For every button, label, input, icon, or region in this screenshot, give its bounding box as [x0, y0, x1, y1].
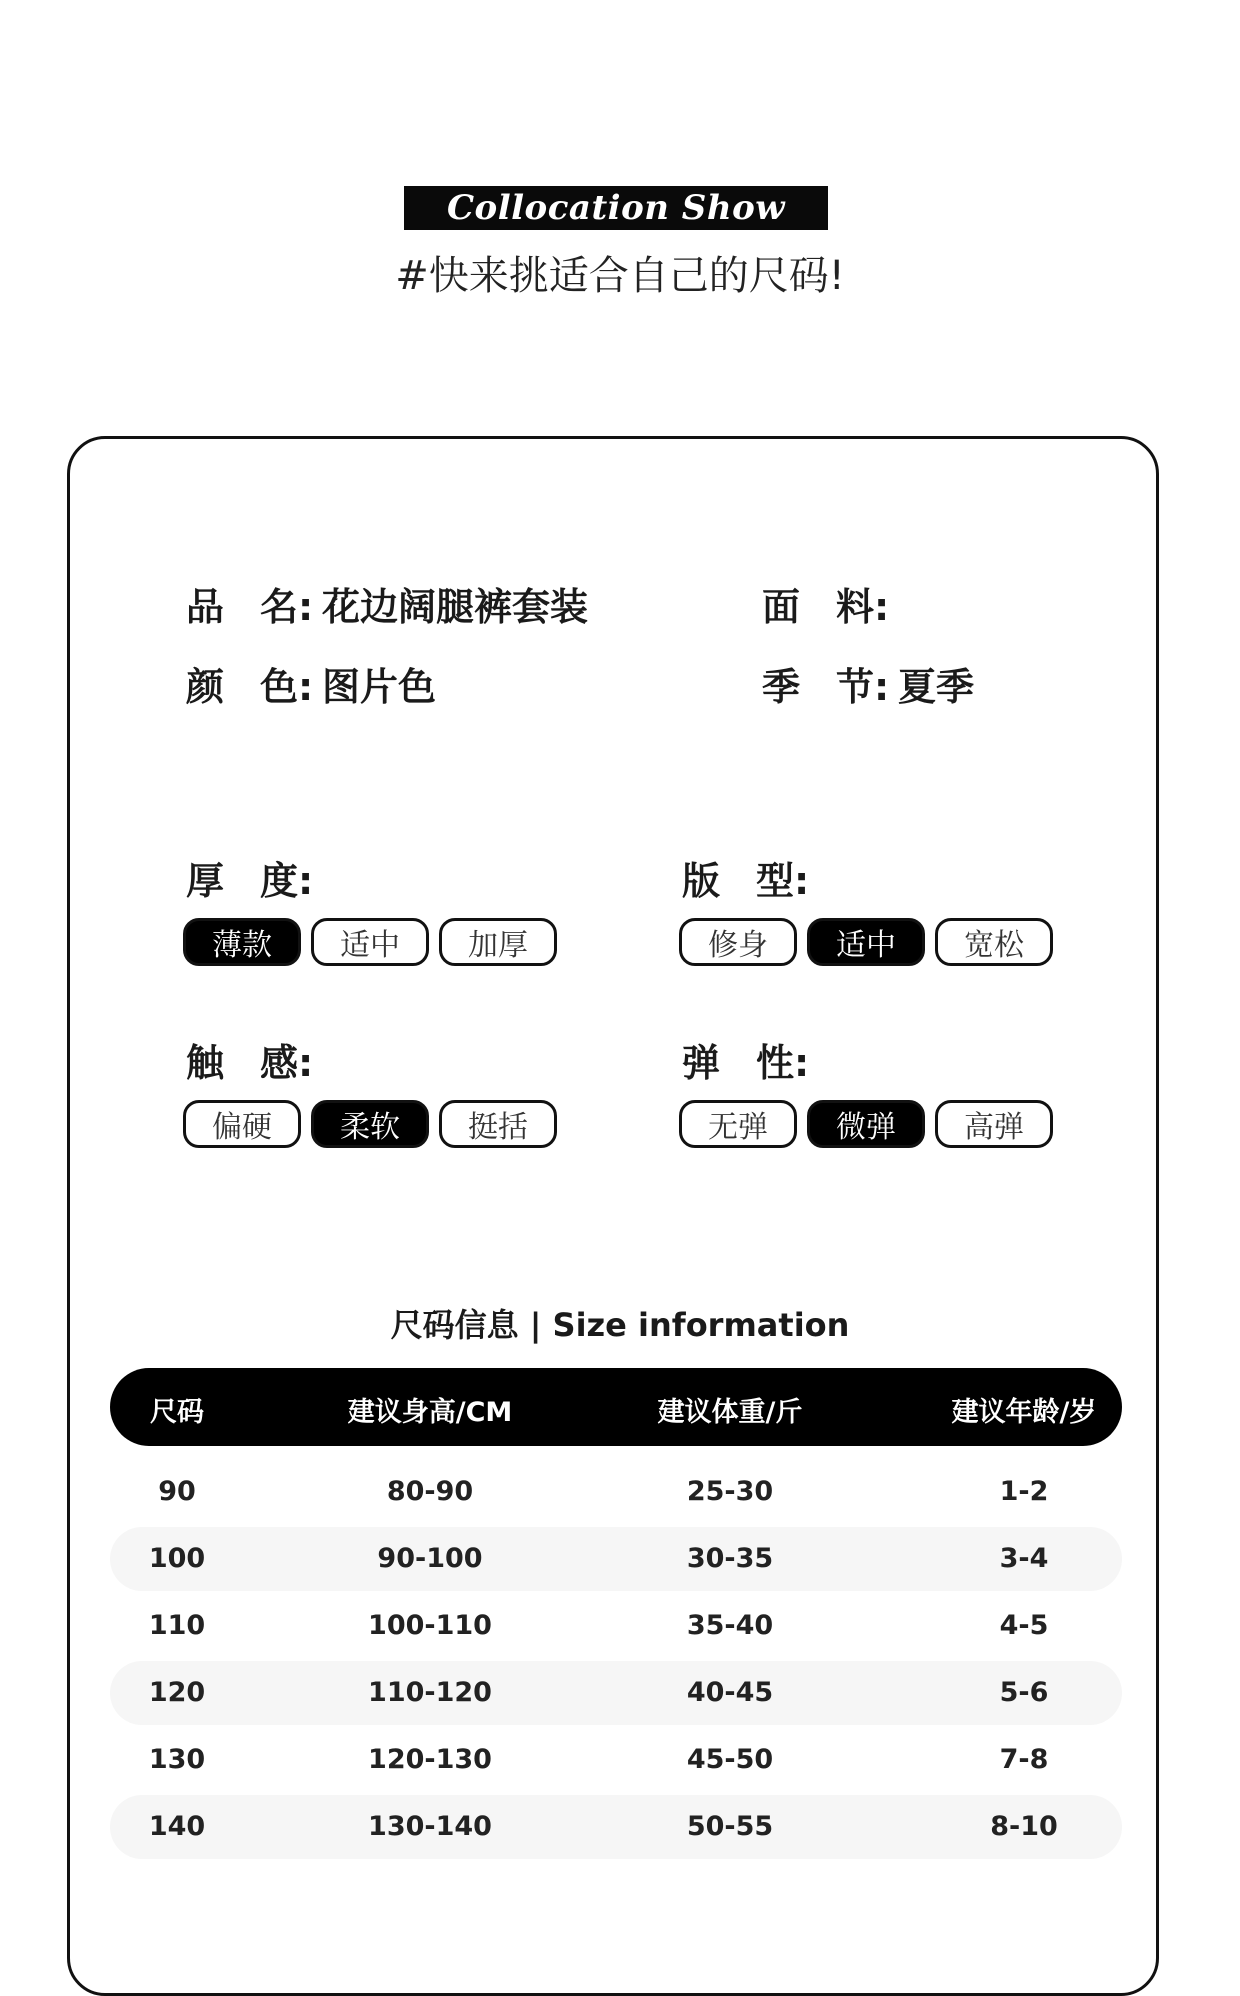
- cell-weight: 30-35: [686, 1543, 774, 1574]
- attr-title-char: 感:: [260, 1041, 314, 1085]
- attr-title-char: 弹: [682, 1041, 721, 1085]
- attr-title-char: 度:: [260, 859, 314, 903]
- option-pill: 宽松: [935, 918, 1053, 966]
- cell-height: 80-90: [386, 1476, 474, 1507]
- elasticity-title: [682, 1032, 809, 1087]
- info-color: [186, 656, 436, 711]
- cell-size: 110: [148, 1610, 206, 1641]
- table-row: [110, 1594, 1122, 1658]
- header-weight: 建议体重/斤: [657, 1397, 803, 1428]
- cell-height: 120-130: [368, 1744, 492, 1775]
- attr-title-char: 型:: [756, 859, 810, 903]
- info-label: 面: [762, 585, 801, 629]
- attr-title-char: 性:: [756, 1041, 810, 1085]
- table-row: [110, 1460, 1122, 1524]
- cell-weight: 50-55: [686, 1811, 774, 1842]
- option-pill: 挺括: [439, 1100, 557, 1148]
- option-pill: 高弹: [935, 1100, 1053, 1148]
- attr-title-char: 版: [682, 859, 721, 903]
- table-row: [110, 1527, 1122, 1591]
- info-label: 节:: [836, 665, 890, 709]
- cell-age: 4-5: [999, 1610, 1049, 1641]
- thickness-options: [183, 918, 557, 966]
- season-value: 夏季: [898, 665, 975, 709]
- elasticity-options: [679, 1100, 1053, 1148]
- option-pill: 无弹: [679, 1100, 797, 1148]
- feel-options: [183, 1100, 557, 1148]
- fit-options: [679, 918, 1053, 966]
- cell-weight: 35-40: [686, 1610, 774, 1641]
- header-size: 尺码: [150, 1397, 204, 1428]
- page-subtitle: #快来挑适合自己的尺码!: [395, 253, 845, 299]
- table-row: [110, 1661, 1122, 1725]
- option-pill: 柔软: [311, 1100, 429, 1148]
- info-label: 品: [186, 585, 225, 629]
- collocation-show-banner: Collocation Show: [404, 186, 828, 230]
- cell-size: 130: [148, 1744, 206, 1775]
- header-age: 建议年龄/岁: [951, 1397, 1097, 1428]
- cell-age: 1-2: [999, 1476, 1049, 1507]
- fit-title: [682, 850, 809, 905]
- info-label: 颜: [186, 665, 225, 709]
- info-label: 季: [762, 665, 801, 709]
- product-name-value: 花边阔腿裤套装: [322, 585, 589, 629]
- info-product-name: [186, 576, 588, 631]
- info-season: [762, 656, 974, 711]
- option-pill: 加厚: [439, 918, 557, 966]
- info-fabric: [762, 576, 898, 631]
- info-label: 料:: [836, 585, 890, 629]
- table-row: [110, 1728, 1122, 1792]
- cell-weight: 45-50: [686, 1744, 774, 1775]
- size-table-title: 尺码信息 | Size information: [390, 1306, 850, 1344]
- cell-size: 120: [148, 1677, 206, 1708]
- option-pill: 适中: [807, 918, 925, 966]
- cell-height: 110-120: [368, 1677, 492, 1708]
- cell-height: 100-110: [368, 1610, 492, 1641]
- cell-age: 8-10: [990, 1811, 1058, 1842]
- feel-title: [186, 1032, 313, 1087]
- info-label: 名:: [260, 585, 314, 629]
- cell-age: 5-6: [999, 1677, 1049, 1708]
- cell-size: 140: [148, 1811, 206, 1842]
- header-height: 建议身高/CM: [347, 1397, 513, 1428]
- option-pill: 微弹: [807, 1100, 925, 1148]
- option-pill: 薄款: [183, 918, 301, 966]
- option-pill: 适中: [311, 918, 429, 966]
- table-row: [110, 1795, 1122, 1859]
- thickness-title: [186, 850, 313, 905]
- attr-title-char: 厚: [186, 859, 225, 903]
- cell-height: 130-140: [368, 1811, 492, 1842]
- cell-age: 3-4: [999, 1543, 1049, 1574]
- option-pill: 偏硬: [183, 1100, 301, 1148]
- color-value: 图片色: [322, 665, 437, 709]
- option-pill: 修身: [679, 918, 797, 966]
- cell-weight: 40-45: [686, 1677, 774, 1708]
- size-table-header: [110, 1368, 1122, 1446]
- cell-size: 100: [148, 1543, 206, 1574]
- attr-title-char: 触: [186, 1041, 225, 1085]
- cell-weight: 25-30: [686, 1476, 774, 1507]
- cell-age: 7-8: [999, 1744, 1049, 1775]
- cell-size: 90: [158, 1476, 196, 1507]
- info-label: 色:: [260, 665, 314, 709]
- cell-height: 90-100: [377, 1543, 483, 1574]
